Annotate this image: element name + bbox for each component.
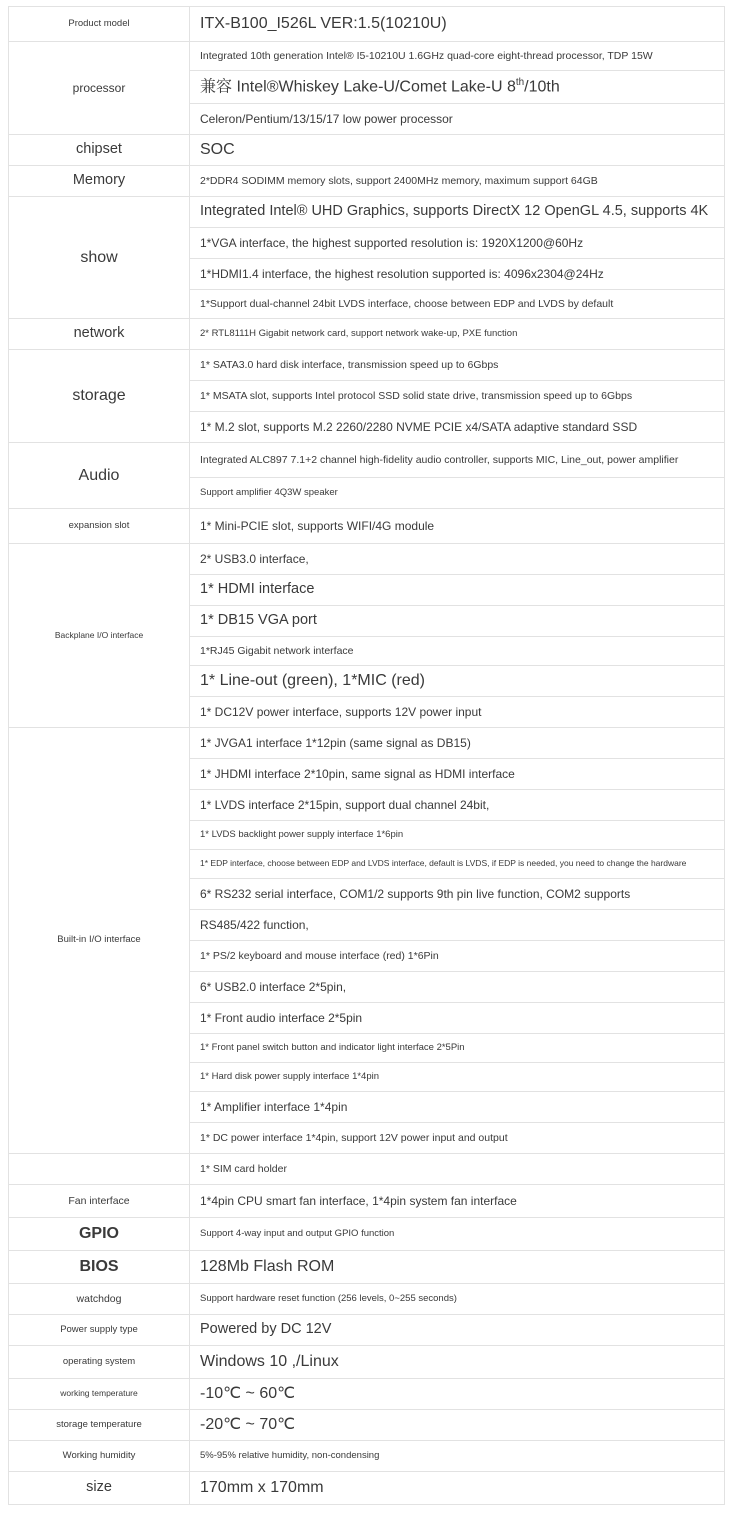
spec-label-cell: storage temperature xyxy=(9,1410,190,1441)
spec-value-cell: Support hardware reset function (256 levels, 0~255 seconds) xyxy=(190,1284,725,1315)
spec-value-cell: 2* RTL8111H Gigabit network card, support network wake-up, PXE function xyxy=(190,319,725,350)
spec-value-cell: 1* JVGA1 interface 1*12pin (same signal as DB15) xyxy=(190,728,725,759)
spec-label-cell: Product model xyxy=(9,7,190,42)
table-row xyxy=(9,350,725,381)
spec-value-cell: 170mm x 170mm xyxy=(190,1472,725,1505)
spec-value-cell: 兼容 Intel®Whiskey Lake-U/Comet Lake-U 8th/10th xyxy=(190,71,725,104)
spec-label-cell: Working humidity xyxy=(9,1441,190,1472)
spec-label-cell: watchdog xyxy=(9,1284,190,1315)
table-row xyxy=(9,1315,725,1346)
table-row xyxy=(9,1185,725,1218)
table-row xyxy=(9,7,725,42)
spec-label-cell: expansion slot xyxy=(9,509,190,544)
spec-value-cell: Integrated ALC897 7.1+2 channel high-fidelity audio controller, supports MIC, Line_out, power amplifier xyxy=(190,443,725,478)
spec-value-cell: 1* DC12V power interface, supports 12V power input xyxy=(190,697,725,728)
spec-label-cell xyxy=(9,1154,190,1185)
spec-value-cell: Powered by DC 12V xyxy=(190,1315,725,1346)
spec-value-cell: 1* M.2 slot, supports M.2 2260/2280 NVME PCIE x4/SATA adaptive standard SSD xyxy=(190,412,725,443)
spec-value-cell: Support 4-way input and output GPIO function xyxy=(190,1218,725,1251)
spec-value-cell: Windows 10 ,/Linux xyxy=(190,1346,725,1379)
spec-value-cell: 1*RJ45 Gigabit network interface xyxy=(190,637,725,666)
spec-value-cell: 2*DDR4 SODIMM memory slots, support 2400MHz memory, maximum support 64GB xyxy=(190,166,725,197)
table-row xyxy=(9,42,725,71)
spec-value-cell: 1* PS/2 keyboard and mouse interface (red) 1*6Pin xyxy=(190,941,725,972)
spec-value-cell: 1* Amplifier interface 1*4pin xyxy=(190,1092,725,1123)
spec-value-cell: 1* Mini-PCIE slot, supports WIFI/4G module xyxy=(190,509,725,544)
table-row xyxy=(9,166,725,197)
spec-value-cell: Integrated Intel® UHD Graphics, supports DirectX 12 OpenGL 4.5, supports 4K xyxy=(190,197,725,228)
spec-label-cell: Fan interface xyxy=(9,1185,190,1218)
spec-label-cell: operating system xyxy=(9,1346,190,1379)
spec-value-cell: 1*HDMI1.4 interface, the highest resolution supported is: 4096x2304@24Hz xyxy=(190,259,725,290)
spec-value-cell: 1* LVDS interface 2*15pin, support dual channel 24bit, xyxy=(190,790,725,821)
spec-value-cell: 1* SATA3.0 hard disk interface, transmission speed up to 6Gbps xyxy=(190,350,725,381)
spec-value-cell: 2* USB3.0 interface, xyxy=(190,544,725,575)
spec-label-cell: Audio xyxy=(9,443,190,509)
table-row xyxy=(9,1410,725,1441)
spec-label-cell: processor xyxy=(9,42,190,135)
spec-value-cell: 1* Front panel switch button and indicator light interface 2*5Pin xyxy=(190,1034,725,1063)
spec-value-cell: 6* USB2.0 interface 2*5pin, xyxy=(190,972,725,1003)
spec-value-cell: 1* LVDS backlight power supply interface 1*6pin xyxy=(190,821,725,850)
table-row xyxy=(9,319,725,350)
spec-value-cell: 1* Front audio interface 2*5pin xyxy=(190,1003,725,1034)
table-row xyxy=(9,509,725,544)
spec-value-cell: 1* EDP interface, choose between EDP and LVDS interface, default is LVDS, if EDP is needed, you need to change the hardware xyxy=(190,850,725,879)
table-row xyxy=(9,544,725,575)
spec-value-cell: 1*Support dual-channel 24bit LVDS interface, choose between EDP and LVDS by default xyxy=(190,290,725,319)
spec-value-cell: RS485/422 function, xyxy=(190,910,725,941)
spec-value-cell: 1*VGA interface, the highest supported resolution is: 1920X1200@60Hz xyxy=(190,228,725,259)
spec-value-cell: 1*4pin CPU smart fan interface, 1*4pin system fan interface xyxy=(190,1185,725,1218)
table-row xyxy=(9,135,725,166)
table-row xyxy=(9,1284,725,1315)
spec-value-cell: 1* SIM card holder xyxy=(190,1154,725,1185)
spec-value-cell: 1* Hard disk power supply interface 1*4pin xyxy=(190,1063,725,1092)
spec-table-body xyxy=(9,7,725,1505)
spec-value-cell: 1* DC power interface 1*4pin, support 12V power input and output xyxy=(190,1123,725,1154)
table-row xyxy=(9,443,725,478)
spec-label-cell: network xyxy=(9,319,190,350)
spec-label-cell: Power supply type xyxy=(9,1315,190,1346)
table-row xyxy=(9,1154,725,1185)
spec-label-cell: chipset xyxy=(9,135,190,166)
spec-label-cell: size xyxy=(9,1472,190,1505)
table-row xyxy=(9,1472,725,1505)
spec-value-cell: 1* Line-out (green), 1*MIC (red) xyxy=(190,666,725,697)
spec-value-cell: ITX-B100_I526L VER:1.5(10210U) xyxy=(190,7,725,42)
table-row xyxy=(9,1379,725,1410)
spec-value-cell: 5%-95% relative humidity, non-condensing xyxy=(190,1441,725,1472)
spec-label-cell: GPIO xyxy=(9,1218,190,1251)
table-row xyxy=(9,1251,725,1284)
spec-label-cell: show xyxy=(9,197,190,319)
spec-value-cell: Integrated 10th generation Intel® I5-10210U 1.6GHz quad-core eight-thread processor, TDP 15W xyxy=(190,42,725,71)
spec-value-cell: Support amplifier 4Q3W speaker xyxy=(190,478,725,509)
table-row xyxy=(9,197,725,228)
spec-label-cell: storage xyxy=(9,350,190,443)
spec-value-cell: 6* RS232 serial interface, COM1/2 supports 9th pin live function, COM2 supports xyxy=(190,879,725,910)
spec-value-cell: 1* MSATA slot, supports Intel protocol SSD solid state drive, transmission speed up to 6Gbps xyxy=(190,381,725,412)
specification-table xyxy=(8,6,725,1505)
spec-label-cell: Memory xyxy=(9,166,190,197)
spec-label-cell: Built-in I/O interface xyxy=(9,728,190,1154)
spec-value-cell: 1* HDMI interface xyxy=(190,575,725,606)
table-row xyxy=(9,1441,725,1472)
spec-value-cell: -10℃ ~ 60℃ xyxy=(190,1379,725,1410)
spec-value-cell: Celeron/Pentium/13/15/17 low power processor xyxy=(190,104,725,135)
spec-value-cell: 1* DB15 VGA port xyxy=(190,606,725,637)
table-row xyxy=(9,728,725,759)
table-row xyxy=(9,1346,725,1379)
spec-label-cell: Backplane I/O interface xyxy=(9,544,190,728)
spec-value-cell: -20℃ ~ 70℃ xyxy=(190,1410,725,1441)
spec-label-cell: BIOS xyxy=(9,1251,190,1284)
spec-label-cell: working temperature xyxy=(9,1379,190,1410)
table-row xyxy=(9,1218,725,1251)
spec-value-cell: 128Mb Flash ROM xyxy=(190,1251,725,1284)
spec-value-cell: 1* JHDMI interface 2*10pin, same signal as HDMI interface xyxy=(190,759,725,790)
spec-value-cell: SOC xyxy=(190,135,725,166)
